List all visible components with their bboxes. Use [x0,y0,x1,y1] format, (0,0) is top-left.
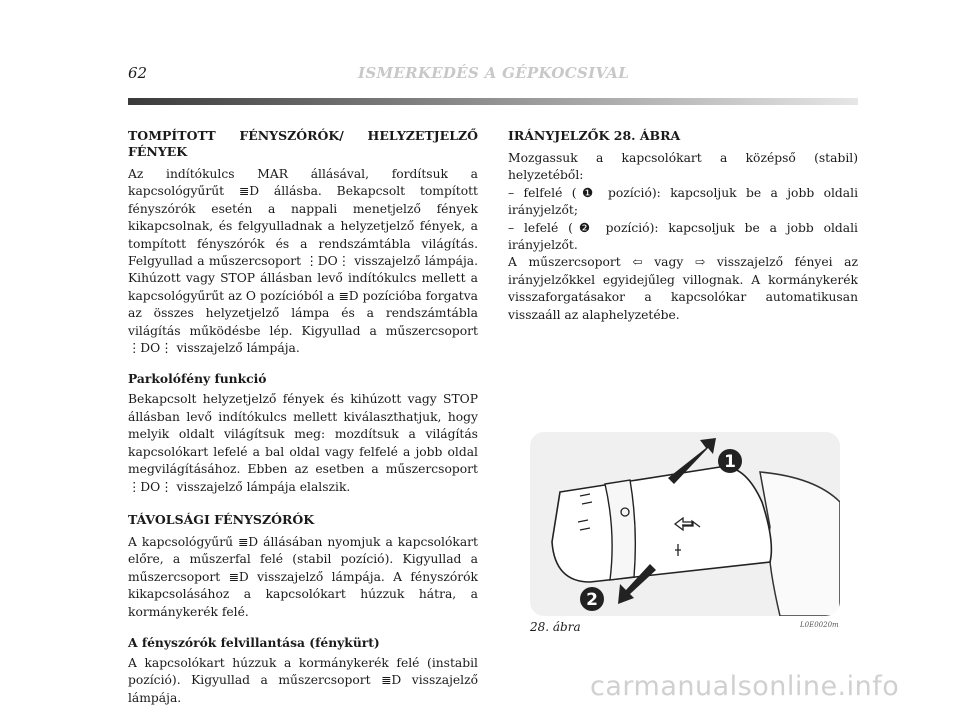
figure-stalk-illustration [530,432,840,616]
callout-1-label: 1 [724,452,736,472]
page-number: 62 [128,64,148,82]
section-title-high-beam: TÁVOLSÁGI FÉNYSZÓRÓK [128,511,315,527]
watermark: carmanualsonline.info [590,671,900,702]
section-title-parking-light: Parkolófény funkció [128,371,267,387]
section-text-low-beam: Az indítókulcs MAR állásával, fordítsuk a kapcsológyűrűt ≣D állásba. Bekapcsolt tompított fényszórók esetén a nappali menetjelző fények kikapcsolnak, és felgyulladnak a helyzetjelző fények, a tompított fényszórók és a rendszámtábla világítás. Felgyullad a műszercsoport ⋮DO⋮ visszajelző lámpája. Kihúzott vagy STOP állásban levő indítókulcs mellett a kapcsológyűrűt az O pozícióból a ≣D pozícióba forgatva az összes helyzetjelző lámpa és a rendszámtábla világítás működésbe lép. Kigyullad a műszercsoport ⋮DO⋮ visszajelző lámpája. [128,167,478,356]
running-title: ISMERKEDÉS A GÉPKOCSIVAL [358,64,630,82]
stalk-body [552,467,771,582]
figure-code: L0E0020m [800,621,839,629]
figure-caption: 28. ábra [530,620,581,634]
left-column [128,128,478,707]
indicator-intro: Mozgassuk a kapcsolókart a középső (stabil) helyzetéből: [508,151,858,183]
stalk-drawing [530,432,840,616]
header-rule [128,98,858,105]
page-header [128,64,858,86]
right-column [508,128,858,324]
section-title-low-beam: TOMPÍTOTT FÉNYSZÓRÓK/ HELYZETJELZŐ FÉNYEK [128,128,478,159]
section-text-high-beam: A kapcsológyűrű ≣D állásában nyomjuk a kapcsolókart előre, a műszerfal felé (stabil pozíció). Kigyullad a műszercsoport ≣D visszajelző lámpája. A fényszórók kikapcsolásához a kapcsolókart húzzuk hátra, a kormánykerék felé. [128,534,478,619]
indicator-up: – felfelé (❶ pozíció): kapcsoljuk be a jobb oldali irányjelzőt; [508,185,858,218]
section-title-indicators: IRÁNYJELZŐK 28. ÁBRA [508,128,681,143]
indicator-down: – lefelé (❷ pozíció): kapcsoljuk be a jobb oldali irányjelzőt. [508,220,858,253]
indicator-note: A műszercsoport ⇦ vagy ⇨ visszajelző fényei az irányjelzőkkel egyidejűleg villognak. A kormánykerék visszaforgatásakor a kapcsolókar automatikusan visszaáll az alaphelyzetébe. [508,255,858,322]
section-title-flash: A fényszórók felvillantása (fénykürt) [128,634,380,650]
callout-2-label: 2 [586,590,598,610]
section-text-flash: A kapcsolókart húzzuk a kormánykerék felé (instabil pozíció). Kigyullad a műszercsoport ≣D visszajelző lámpája. [128,655,478,705]
section-text-parking-light: Bekapcsolt helyzetjelző fények és kihúzott vagy STOP állásban levő indítókulcs mellett kiválaszthatjuk, hogy melyik oldalt világítsuk meg: mozdítsuk a világítás kapcsolókart lefelé a bal oldal vagy felfelé a jobb oldal megvilágításához. Ebben az esetben a műszercsoport ⋮DO⋮ visszajelző lámpája elalszik. [128,392,478,494]
